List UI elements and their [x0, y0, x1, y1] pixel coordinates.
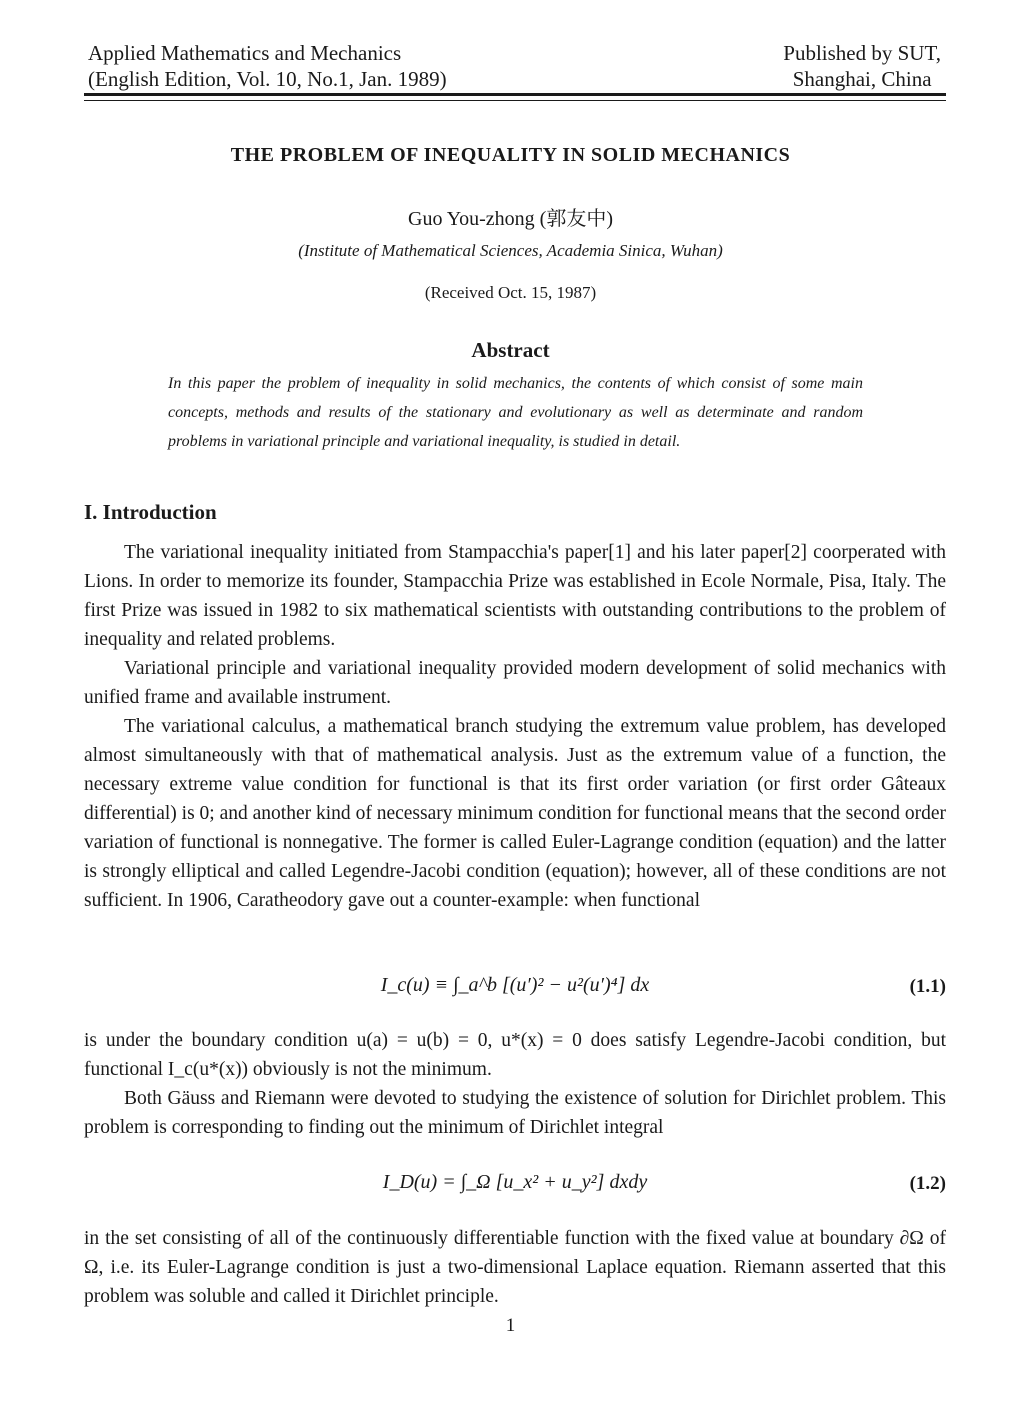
publisher-name: Published by SUT, — [783, 41, 941, 65]
equation-1-2 — [84, 1167, 946, 1207]
abstract-heading: Abstract — [471, 338, 550, 362]
equation-1-2-expression: I_D(u) = ∫_Ω [u_x² + u_y²] dxdy — [382, 1171, 648, 1193]
paragraph-1: The variational inequality initiated from Stampacchia's paper[1] and his later paper[2] coorperated with Lions. In order to memorize its founder, Stampacchia Prize was established in Ecole Normale, Pisa, Italy. The first Prize was issued in 1982 to six mathematical scientists with outstanding contributions to the problem of inequality and related problems. — [84, 542, 946, 650]
journal-header — [88, 40, 447, 92]
paragraph-5: Both Gäuss and Riemann were devoted to studying the existence of solution for Dirichlet problem. This problem is corresponding to finding out the minimum of Dirichlet integral — [84, 1088, 946, 1138]
equation-1-2-number: (1.2) — [909, 1173, 946, 1194]
equation-1-1-expression: I_c(u) ≡ ∫_a^b [(u′)² − u²(u′)⁴] dx — [380, 974, 650, 996]
paper-title: THE PROBLEM OF INEQUALITY IN SOLID MECHANICS — [230, 144, 791, 166]
publisher-location: Shanghai, China — [792, 67, 932, 91]
author-name: Guo You-zhong (郭友中) — [408, 208, 613, 230]
paragraph-3: The variational calculus, a mathematical branch studying the extremum value problem, has developed almost simultaneously with that of mathematical analysis. Just as the extremum value of a function, the necessary extreme value condition for functional is that its first order variation (or first order Gâteaux differential) is 0; and another kind of necessary minimum condition for functional means that the second order variation of functional is nonnegative. The former is called Euler-Lagrange condition (equation) and the latter is strongly elliptical and called Legendre-Jacobi condition (equation); however, all of these conditions are not sufficient. In 1906, Caratheodory gave out a counter-example: when functional — [84, 716, 946, 911]
equation-1-1 — [84, 970, 946, 1010]
paragraph-2: Variational principle and variational inequality provided modern development of solid mechanics with unified frame and available instrument. — [84, 658, 946, 708]
intro-block-3 — [84, 1224, 946, 1311]
page-number: 1 — [505, 1315, 516, 1336]
abstract-text: In this paper the problem of inequality in solid mechanics, the contents of which consist of some main concepts, methods and results of the stationary and evolutionary as well as determinate and random problems in variational principle and variational inequality, is studied in detail. — [168, 375, 863, 450]
journal-issue: (English Edition, Vol. 10, No.1, Jan. 1989) — [88, 67, 447, 91]
paragraph-6: in the set consisting of all of the continuously differentiable function with the fixed value at boundary ∂Ω of Ω, i.e. its Euler-Lagrange condition is just a two-dimensional Laplace equation. Riemann asserted that this problem was soluble and called it Dirichlet principle. — [84, 1228, 946, 1307]
equation-1-1-number: (1.1) — [909, 976, 946, 997]
publisher-header — [783, 40, 941, 92]
paragraph-4: is under the boundary condition u(a) = u(b) = 0, u*(x) = 0 does satisfy Legendre-Jacobi condition, but functional I_c(u*(x)) obviously is not the minimum. — [84, 1030, 946, 1080]
author-affiliation: (Institute of Mathematical Sciences, Academia Sinica, Wuhan) — [298, 241, 723, 260]
journal-name: Applied Mathematics and Mechanics — [88, 41, 402, 65]
received-date: (Received Oct. 15, 1987) — [424, 283, 597, 302]
intro-block-2 — [84, 1026, 946, 1142]
header-rule-thin — [84, 100, 946, 101]
header-rule-thick — [84, 93, 946, 96]
intro-block-1 — [84, 538, 946, 915]
section-heading-introduction: I. Introduction — [84, 500, 217, 524]
